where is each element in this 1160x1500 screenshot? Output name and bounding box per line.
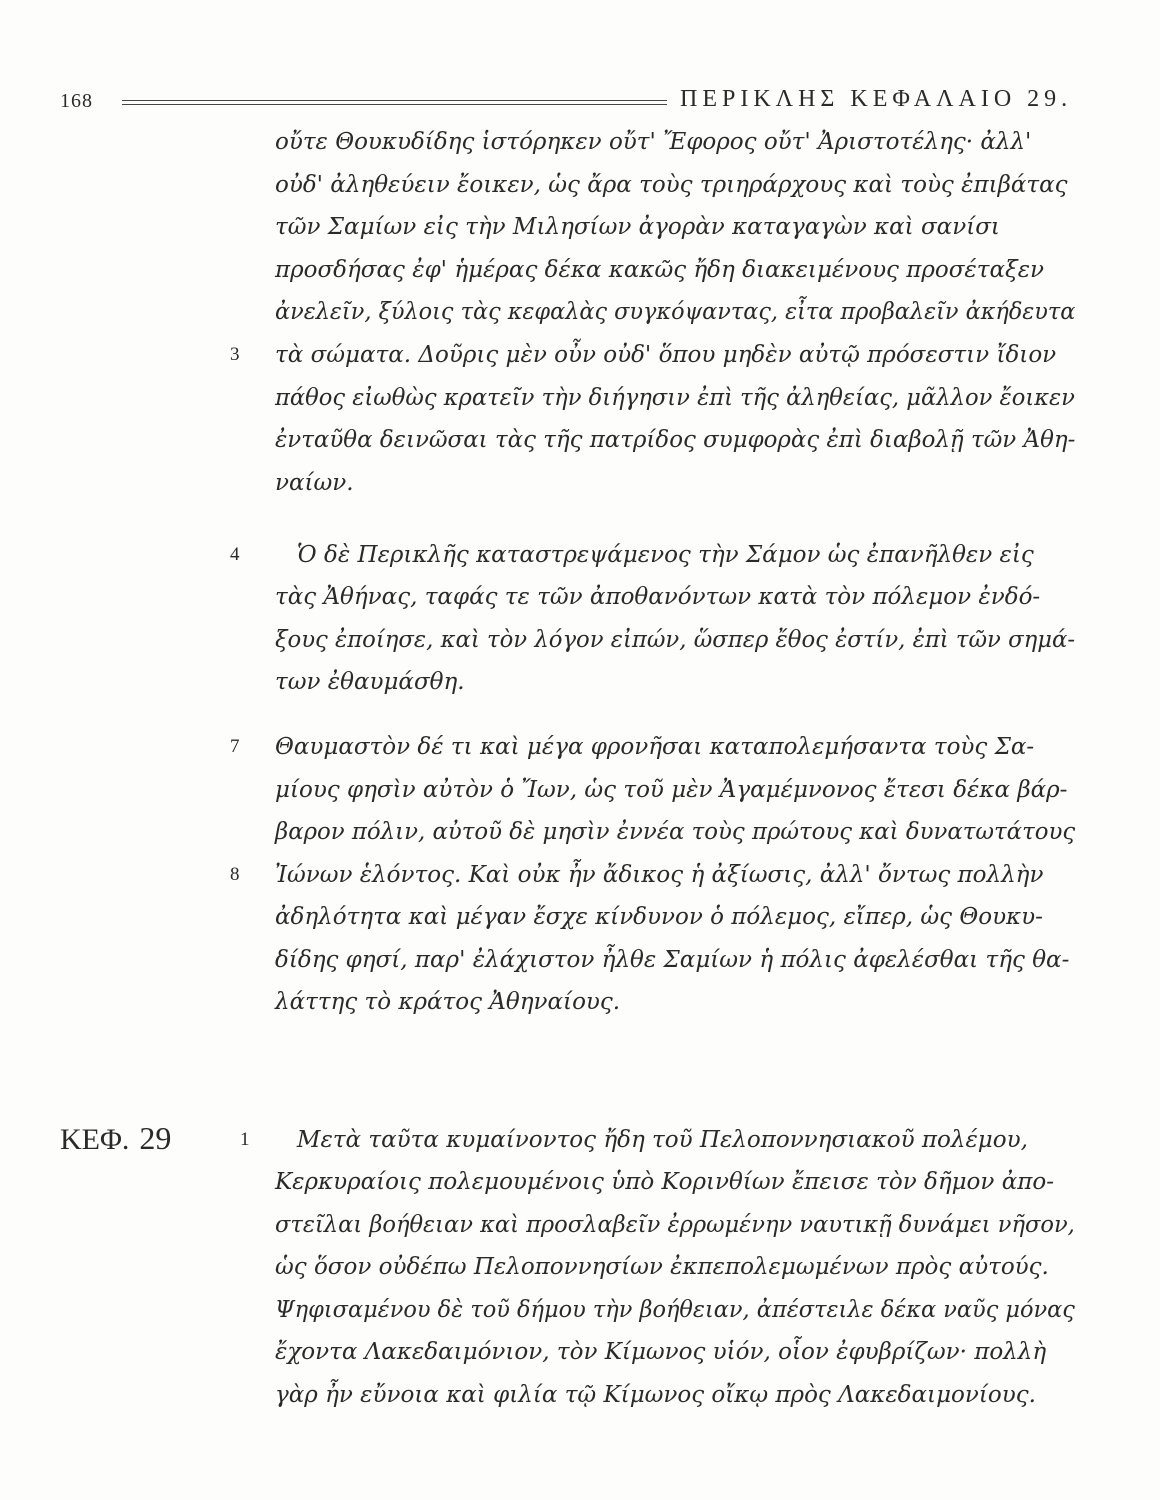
chapter-heading bbox=[60, 1120, 171, 1157]
text-line: ἀδηλότητα καὶ μέγαν ἔσχε κίνδυνον ὁ πόλεμος, εἴπερ, ὡς Θουκυ- bbox=[275, 904, 1043, 930]
text-line: τῶν Σαμίων εἰς τὴν Μιλησίων ἀγορὰν καταγαγὼν καὶ σανίσι bbox=[275, 214, 1000, 240]
text-line: των ἐθαυμάσθη. bbox=[275, 669, 465, 695]
text-line: λάττης τὸ κράτος Ἀθηναίους. bbox=[275, 989, 621, 1015]
text-line: ἐνταῦθα δεινῶσαι τὰς τῆς πατρίδος συμφορὰς ἐπὶ διαβολῇ τῶν Ἀθη- bbox=[275, 427, 1076, 453]
text-line: ναίων. bbox=[275, 470, 354, 496]
text-line: Κερκυραίοις πολεμουμένοις ὑπὸ Κορινθίων ἔπεισε τὸν δῆμον ἀπο- bbox=[275, 1169, 1054, 1195]
text-line: πάθος εἰωθὼς κρατεῖν τὴν διήγησιν ἐπὶ τῆς ἀληθείας, μᾶλλον ἔοικεν bbox=[275, 385, 1075, 411]
text-line: δίδης φησί, παρ' ἐλάχιστον ἦλθε Σαμίων ἡ πόλις ἀφελέσθαι τῆς θα- bbox=[275, 947, 1070, 973]
text-line: γὰρ ἦν εὔνοια καὶ φιλία τῷ Κίμωνος οἴκῳ πρὸς Λακεδαιμονίους. bbox=[275, 1382, 1036, 1408]
text-line: στεῖλαι βοήθειαν καὶ προσλαβεῖν ἐρρωμένην ναυτικῇ δυνάμει νῆσον, bbox=[275, 1212, 1075, 1238]
margin-number: 4 bbox=[230, 544, 240, 565]
text-line: ἀνελεῖν, ξύλοις τὰς κεφαλὰς συγκόψαντας, εἶτα προβαλεῖν ἀκήδευτα bbox=[275, 299, 1076, 325]
text-line: βαρον πόλιν, αὐτοῦ δὲ μησὶν ἐννέα τοὺς πρώτους καὶ δυνατωτάτους bbox=[275, 819, 1076, 845]
chapter-number: 29 bbox=[139, 1120, 172, 1156]
text-line: Ψηφισαμένου δὲ τοῦ δήμου τὴν βοήθειαν, ἀπέστειλε δέκα ναῦς μόνας bbox=[275, 1297, 1075, 1323]
text-line: Μετὰ ταῦτα κυμαίνοντος ἤδη τοῦ Πελοποννησιακοῦ πολέμου, bbox=[275, 1127, 1028, 1153]
page-header bbox=[60, 86, 1115, 120]
text-line: ὡς ὅσον οὐδέπω Πελοποννησίων ἐκπεπολεμωμένων πρὸς αὐτούς. bbox=[275, 1254, 1049, 1280]
header-rule bbox=[122, 100, 667, 105]
margin-number: 7 bbox=[230, 736, 240, 757]
page-number: 168 bbox=[60, 90, 93, 112]
text-line: ξους ἐποίησε, καὶ τὸν λόγον εἰπών, ὥσπερ ἔθος ἐστίν, ἐπὶ τῶν σημά- bbox=[275, 627, 1076, 653]
text-line: Ὁ δὲ Περικλῆς καταστρεψάμενος τὴν Σάμον ὡς ἐπανῆλθεν εἰς bbox=[275, 542, 1034, 568]
chapter-label: ΚΕΦ. bbox=[60, 1123, 130, 1156]
running-head: ΠΕΡΙΚΛΗΣ ΚΕΦΑΛΑΙΟ 29. bbox=[680, 86, 1073, 112]
text-line: οὐδ' ἀληθεύειν ἔοικεν, ὡς ἄρα τοὺς τριηράρχους καὶ τοὺς ἐπιβάτας bbox=[275, 172, 1068, 198]
margin-number: 1 bbox=[240, 1129, 250, 1150]
text-line: προσδήσας ἐφ' ἡμέρας δέκα κακῶς ἤδη διακειμένους προσέταξεν bbox=[275, 257, 1045, 283]
margin-number: 8 bbox=[230, 864, 240, 885]
margin-number: 3 bbox=[230, 344, 240, 365]
text-line: οὔτε Θουκυδίδης ἱστόρηκεν οὔτ' Ἔφορος οὔτ' Ἀριστοτέλης· ἀλλ' bbox=[275, 129, 1032, 155]
text-line: Ἰώνων ἑλόντος. Καὶ οὐκ ἦν ἄδικος ἡ ἀξίωσις, ἀλλ' ὄντως πολλὴν bbox=[275, 862, 1044, 888]
text-line: μίους φησὶν αὐτὸν ὁ Ἴων, ὡς τοῦ μὲν Ἀγαμέμνονος ἔτεσι δέκα βάρ- bbox=[275, 777, 1068, 803]
text-line: ἔχοντα Λακεδαιμόνιον, τὸν Κίμωνος υἱόν, οἷον ἐφυβρίζων· πολλὴ bbox=[275, 1339, 1047, 1365]
text-line: τὰ σώματα. Δοῦρις μὲν οὖν οὐδ' ὅπου μηδὲν αὐτῷ πρόσεστιν ἴδιον bbox=[275, 342, 1057, 368]
text-line: τὰς Ἀθήνας, ταφάς τε τῶν ἀποθανόντων κατὰ τὸν πόλεμον ἐνδό- bbox=[275, 584, 1041, 610]
text-line: Θαυμαστὸν δέ τι καὶ μέγα φρονῆσαι καταπολεμήσαντα τοὺς Σα- bbox=[275, 734, 1035, 760]
